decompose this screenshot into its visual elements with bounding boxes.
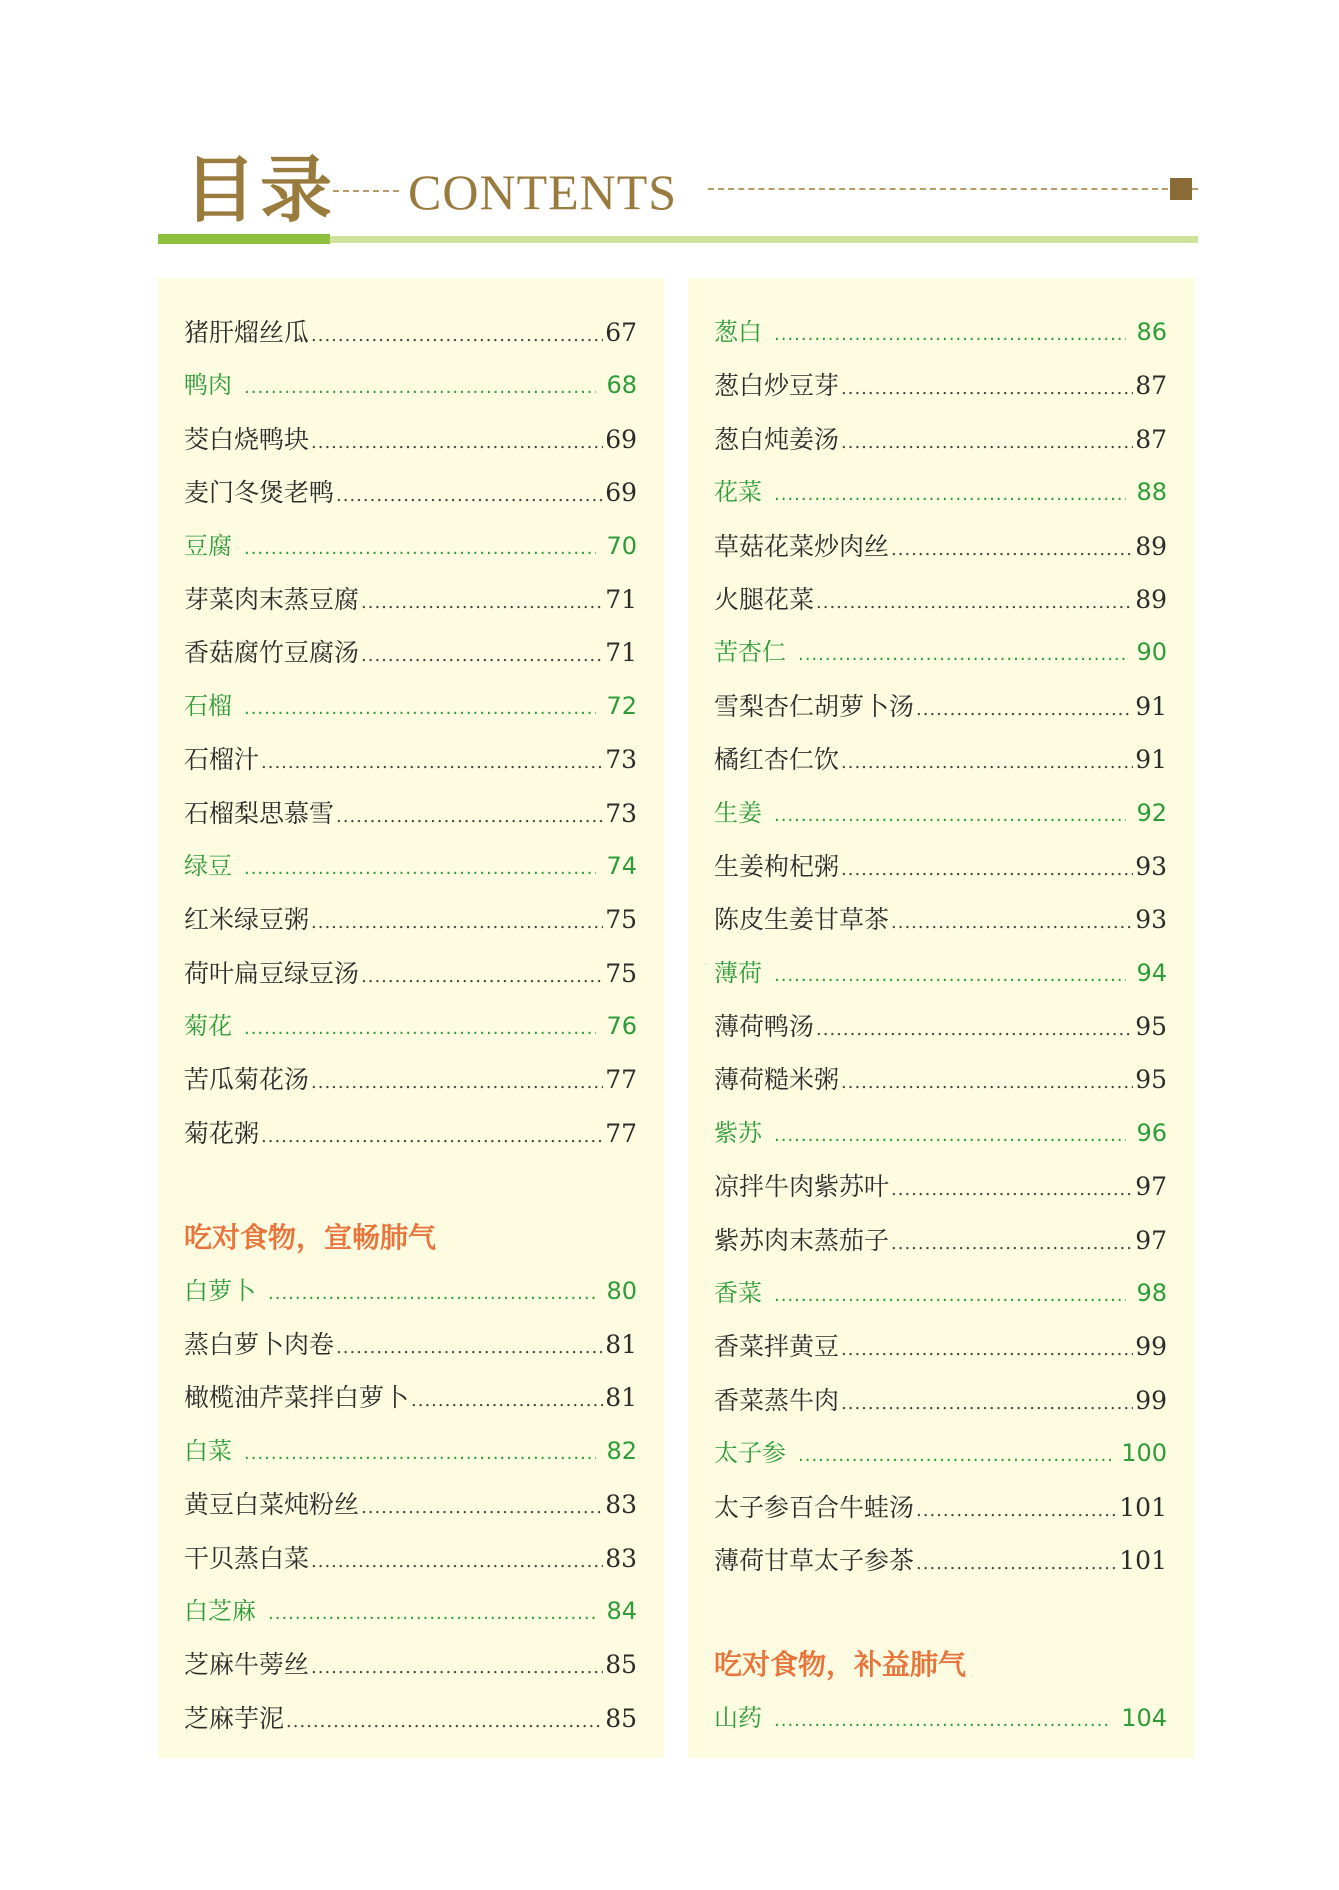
toc-dot-leader (916, 1484, 1117, 1537)
toc-entry-name: 茭白烧鸭块 (184, 424, 310, 454)
toc-page-number: 71 (605, 638, 637, 668)
toc-entry-name: 白菜 (184, 1436, 232, 1465)
toc-page-number: 95 (1135, 1065, 1167, 1095)
toc-food-entry[interactable] (714, 466, 1167, 519)
header-line-end (1192, 188, 1198, 190)
toc-page-number: 89 (1135, 584, 1167, 614)
toc-entry-name: 橄榄油芹菜拌白萝卜 (184, 1383, 410, 1413)
toc-dot-leader (336, 1321, 603, 1374)
toc-dot-leader (891, 896, 1133, 949)
toc-page-number: 92 (1136, 798, 1167, 827)
toc-recipe-entry[interactable] (714, 1053, 1167, 1106)
toc-page-number: 99 (1135, 1332, 1167, 1362)
header-dashed-line-left (333, 190, 399, 192)
toc-recipe-entry[interactable] (714, 1481, 1167, 1534)
toc-recipe-entry[interactable] (184, 626, 637, 679)
toc-page-number: 84 (606, 1596, 637, 1625)
toc-page-number: 86 (1136, 318, 1167, 346)
toc-food-entry[interactable] (184, 359, 637, 412)
toc-recipe-entry[interactable] (184, 1318, 637, 1371)
toc-recipe-entry[interactable] (184, 573, 637, 626)
toc-entry-name: 太子参 (714, 1439, 786, 1468)
toc-food-entry[interactable] (714, 947, 1167, 1000)
toc-recipe-entry[interactable] (714, 520, 1167, 573)
toc-dot-leader (841, 416, 1133, 469)
toc-recipe-entry[interactable] (184, 1053, 637, 1106)
toc-dot-leader (244, 682, 596, 735)
toc-entry-name: 吃对食物，补益肺气 (714, 1648, 967, 1682)
toc-entry-name: 苦瓜菊花汤 (184, 1065, 310, 1095)
toc-entry-name: 葱白 (714, 318, 762, 346)
toc-entry-name: 绿豆 (184, 851, 232, 880)
toc-dot-leader (311, 309, 603, 362)
toc-page-number: 88 (1136, 478, 1167, 507)
toc-page-number: 99 (1135, 1385, 1167, 1415)
toc-entry-name: 石榴梨思慕雪 (184, 798, 335, 828)
toc-food-entry[interactable] (714, 306, 1167, 359)
toc-dot-leader (816, 1003, 1133, 1056)
toc-page-number: 71 (605, 584, 637, 614)
toc-page-number: 67 (605, 318, 637, 347)
toc-page-number: 87 (1135, 371, 1167, 401)
toc-recipe-entry[interactable] (184, 733, 637, 786)
toc-entry-name: 芽菜肉末蒸豆腐 (184, 584, 360, 614)
toc-dot-leader (261, 1110, 603, 1163)
toc-entry-name: 香菜拌黄豆 (714, 1332, 840, 1362)
toc-food-entry[interactable] (184, 1425, 637, 1478)
toc-entry-name: 雪梨杏仁胡萝卜汤 (714, 691, 915, 721)
toc-food-entry[interactable] (714, 1692, 1167, 1745)
toc-entry-name: 生姜 (714, 798, 762, 827)
toc-entry-name: 石榴 (184, 691, 232, 720)
toc-entry-name: 黄豆白菜炖粉丝 (184, 1490, 360, 1520)
toc-food-entry[interactable] (714, 1107, 1167, 1160)
toc-food-entry[interactable] (184, 1585, 637, 1638)
toc-page-number: 76 (606, 1012, 637, 1041)
toc-recipe-entry[interactable] (714, 1000, 1167, 1053)
toc-dot-leader (841, 736, 1133, 789)
toc-food-entry[interactable] (184, 840, 637, 893)
toc-entry-name: 薄荷甘草太子参茶 (714, 1545, 915, 1575)
toc-section-heading (714, 1638, 1167, 1691)
toc-dot-leader (311, 416, 603, 469)
toc-column-left (158, 278, 664, 1758)
toc-entry-name: 麦门冬煲老鸭 (184, 478, 335, 508)
toc-page-number: 97 (1135, 1225, 1167, 1255)
header-bar-accent (158, 234, 330, 244)
toc-food-entry[interactable] (714, 1427, 1167, 1480)
toc-dot-leader (798, 1429, 1111, 1482)
toc-entry-name: 紫苏 (714, 1118, 762, 1147)
toc-dot-leader (841, 1323, 1133, 1376)
toc-recipe-entry[interactable] (714, 1214, 1167, 1267)
toc-dot-leader (336, 790, 603, 843)
toc-recipe-entry[interactable] (714, 893, 1167, 946)
toc-entry-name: 荷叶扁豆绿豆汤 (184, 958, 360, 988)
toc-page-number: 93 (1135, 851, 1167, 881)
toc-recipe-entry[interactable] (714, 840, 1167, 893)
toc-dot-leader (891, 1163, 1133, 1216)
toc-dot-leader (916, 683, 1133, 736)
toc-dot-leader (774, 308, 1126, 361)
toc-dot-leader (244, 361, 596, 414)
toc-dot-leader (286, 1695, 603, 1748)
toc-entry-name: 吃对食物，宣畅肺气 (184, 1221, 437, 1255)
toc-page-number: 82 (606, 1436, 637, 1465)
toc-dot-leader (816, 576, 1133, 629)
toc-recipe-entry[interactable] (184, 306, 637, 359)
toc-recipe-entry[interactable] (714, 573, 1167, 626)
toc-entry-name: 橘红杏仁饮 (714, 745, 840, 775)
toc-page-number: 77 (605, 1118, 637, 1148)
toc-page-number: 70 (606, 531, 637, 560)
toc-entry-name: 苦杏仁 (714, 638, 786, 667)
toc-entry-name: 干贝蒸白菜 (184, 1543, 310, 1573)
toc-recipe-entry[interactable] (184, 466, 637, 519)
toc-entry-name: 凉拌牛肉紫苏叶 (714, 1172, 890, 1202)
toc-dot-leader (244, 1427, 596, 1480)
toc-page-number: 85 (605, 1703, 637, 1733)
toc-entry-name: 草菇花菜炒肉丝 (714, 531, 890, 561)
header-dashed-line-right (708, 188, 1168, 190)
toc-recipe-entry[interactable] (714, 1534, 1167, 1587)
toc-recipe-entry[interactable] (714, 1160, 1167, 1213)
toc-dot-leader (774, 789, 1126, 842)
toc-dot-leader (244, 1002, 596, 1055)
toc-recipe-entry[interactable] (184, 1692, 637, 1745)
toc-page-number: 87 (1135, 424, 1167, 454)
toc-entry-name: 陈皮生姜甘草茶 (714, 905, 890, 935)
toc-page-number: 74 (606, 851, 637, 880)
toc-dot-leader (361, 950, 603, 1003)
toc-entry-name: 薄荷 (714, 958, 762, 987)
toc-page-number: 81 (605, 1383, 637, 1413)
toc-food-entry[interactable] (714, 1267, 1167, 1320)
toc-entry-name: 香菜蒸牛肉 (714, 1385, 840, 1415)
toc-entry-name: 太子参百合牛蛙汤 (714, 1492, 915, 1522)
toc-recipe-entry[interactable] (714, 413, 1167, 466)
toc-recipe-entry[interactable] (714, 733, 1167, 786)
toc-entry-name: 豆腐 (184, 531, 232, 560)
toc-page-number: 93 (1135, 905, 1167, 935)
toc-food-entry[interactable] (184, 1000, 637, 1053)
toc-page-number: 80 (606, 1276, 637, 1305)
toc-recipe-entry[interactable] (714, 1320, 1167, 1373)
toc-recipe-entry[interactable] (714, 1374, 1167, 1427)
toc-dot-leader (841, 843, 1133, 896)
toc-entry-name: 蒸白萝卜肉卷 (184, 1330, 335, 1360)
toc-page-number: 96 (1136, 1118, 1167, 1147)
toc-dot-leader (361, 1481, 603, 1534)
toc-page-number: 91 (1135, 691, 1167, 721)
toc-entry-name: 芝麻牛蒡丝 (184, 1650, 310, 1680)
toc-page-number: 73 (605, 798, 637, 828)
header-bar (330, 236, 1198, 243)
toc-entry-name: 薄荷鸭汤 (714, 1012, 815, 1042)
toc-entry-name: 鸭肉 (184, 371, 232, 400)
toc-recipe-entry[interactable] (184, 947, 637, 1000)
toc-recipe-entry[interactable] (184, 1638, 637, 1691)
toc-dot-leader (774, 1269, 1126, 1322)
toc-dot-leader (916, 1537, 1117, 1590)
toc-recipe-entry[interactable] (714, 359, 1167, 412)
toc-dot-leader (798, 628, 1126, 681)
title-english: CONTENTS (408, 164, 678, 220)
toc-food-entry[interactable] (714, 787, 1167, 840)
toc-dot-leader (411, 1374, 603, 1427)
toc-list-left (184, 306, 637, 1745)
toc-spacer (714, 1587, 1167, 1638)
toc-page-number: 83 (605, 1543, 637, 1573)
toc-food-entry[interactable] (184, 1265, 637, 1318)
toc-food-entry[interactable] (714, 626, 1167, 679)
toc-page-number: 83 (605, 1490, 637, 1520)
toc-dot-leader (311, 1641, 603, 1694)
toc-entry-name: 猪肝熘丝瓜 (184, 318, 310, 347)
toc-page-number: 101 (1119, 1545, 1167, 1575)
toc-dot-leader (841, 362, 1133, 415)
toc-list-right (714, 306, 1167, 1745)
toc-recipe-entry[interactable] (184, 893, 637, 946)
toc-entry-name: 白萝卜 (184, 1276, 256, 1305)
toc-dot-leader (311, 1535, 603, 1588)
toc-page-number: 104 (1121, 1703, 1167, 1732)
toc-dot-leader (244, 522, 596, 575)
toc-entry-name: 芝麻芋泥 (184, 1703, 285, 1733)
toc-page-number: 90 (1136, 638, 1167, 667)
toc-entry-name: 花菜 (714, 478, 762, 507)
toc-entry-name: 菊花粥 (184, 1118, 260, 1148)
toc-page-number: 73 (605, 745, 637, 775)
toc-entry-name: 葱白炒豆芽 (714, 371, 840, 401)
toc-recipe-entry[interactable] (714, 680, 1167, 733)
title-chinese: 目录 (184, 147, 337, 232)
toc-dot-leader (774, 1109, 1126, 1162)
toc-dot-leader (841, 1377, 1133, 1430)
toc-dot-leader (268, 1267, 596, 1320)
toc-page-number: 85 (605, 1650, 637, 1680)
toc-page-number: 89 (1135, 531, 1167, 561)
toc-page-number: 69 (605, 424, 637, 454)
toc-dot-leader (244, 842, 596, 895)
toc-entry-name: 红米绿豆粥 (184, 905, 310, 935)
toc-page-number: 69 (605, 478, 637, 508)
toc-spacer (184, 1160, 637, 1211)
toc-dot-leader (336, 469, 603, 522)
toc-page-number: 72 (606, 691, 637, 720)
toc-entry-name: 山药 (714, 1703, 762, 1732)
toc-entry-name: 生姜枸杞粥 (714, 851, 840, 881)
toc-dot-leader (841, 1056, 1133, 1109)
toc-dot-leader (311, 896, 603, 949)
toc-dot-leader (891, 523, 1133, 576)
toc-dot-leader (774, 468, 1126, 521)
toc-dot-leader (891, 1217, 1133, 1270)
header-square-ornament (1170, 178, 1192, 200)
toc-entry-name: 香菇腐竹豆腐汤 (184, 638, 360, 668)
toc-dot-leader (361, 576, 603, 629)
toc-page-number: 101 (1119, 1492, 1167, 1522)
toc-dot-leader (268, 1587, 596, 1640)
toc-page-number: 91 (1135, 745, 1167, 775)
toc-recipe-entry[interactable] (184, 787, 637, 840)
toc-entry-name: 紫苏肉末蒸茄子 (714, 1225, 890, 1255)
toc-section-heading (184, 1211, 637, 1264)
toc-entry-name: 香菜 (714, 1279, 762, 1308)
toc-page-number: 77 (605, 1065, 637, 1095)
toc-dot-leader (774, 949, 1126, 1002)
toc-entry-name: 石榴汁 (184, 745, 260, 775)
toc-page-number: 94 (1136, 958, 1167, 987)
contents-header (158, 147, 1198, 245)
toc-recipe-entry[interactable] (184, 413, 637, 466)
toc-dot-leader (261, 736, 603, 789)
toc-page-number: 98 (1136, 1279, 1167, 1308)
toc-page-number: 95 (1135, 1012, 1167, 1042)
toc-page-number: 68 (606, 371, 637, 400)
toc-entry-name: 葱白炖姜汤 (714, 424, 840, 454)
toc-entry-name: 白芝麻 (184, 1596, 256, 1625)
toc-dot-leader (361, 629, 603, 682)
toc-page-number: 75 (605, 958, 637, 988)
toc-recipe-entry[interactable] (184, 1107, 637, 1160)
toc-page-number: 100 (1121, 1439, 1167, 1468)
toc-entry-name: 薄荷糙米粥 (714, 1065, 840, 1095)
toc-entry-name: 火腿花菜 (714, 584, 815, 614)
toc-recipe-entry[interactable] (184, 1478, 637, 1531)
toc-recipe-entry[interactable] (184, 1532, 637, 1585)
toc-page-number: 75 (605, 905, 637, 935)
toc-page-number: 81 (605, 1330, 637, 1360)
toc-food-entry[interactable] (184, 680, 637, 733)
toc-food-entry[interactable] (184, 520, 637, 573)
toc-entry-name: 菊花 (184, 1012, 232, 1041)
toc-column-right (688, 278, 1194, 1758)
toc-page-number: 97 (1135, 1172, 1167, 1202)
toc-dot-leader (311, 1056, 603, 1109)
toc-recipe-entry[interactable] (184, 1371, 637, 1424)
toc-dot-leader (774, 1694, 1111, 1747)
